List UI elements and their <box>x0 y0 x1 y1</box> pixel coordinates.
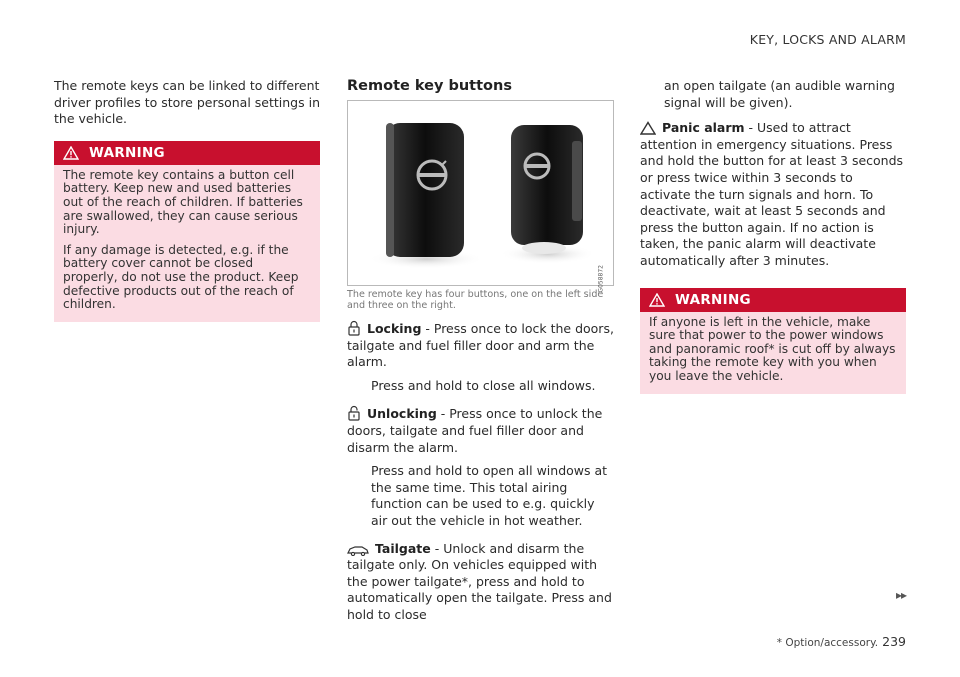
panic-item <box>640 120 906 269</box>
intro-text: The remote keys can be linked to different driver profiles to store personal settings in the vehicle. <box>54 78 320 127</box>
warning-icon <box>63 146 79 160</box>
unlocking-term: Unlocking <box>367 406 437 422</box>
page-number: 239 <box>882 634 906 649</box>
unlock-icon <box>347 405 361 421</box>
column-middle <box>347 78 614 628</box>
car-tailgate-icon <box>347 544 369 556</box>
page-footer <box>777 634 906 649</box>
locking-term: Locking <box>367 321 422 336</box>
tailgate-continued: an open tailgate (an audible warning signal will be given). <box>664 78 895 110</box>
section-title: KEY, LOCKS AND ALARM <box>749 32 906 47</box>
warning-box <box>640 288 906 394</box>
warning-header <box>640 288 906 312</box>
figure-code: G058872 <box>598 265 605 293</box>
warning-header <box>54 141 320 165</box>
warning-text: If any damage is detected, e.g. if the battery cover cannot be closed properly, do not use the product. Keep defective products out of the reach of children. <box>63 242 299 312</box>
column-right <box>640 78 906 394</box>
remote-key-figure <box>347 100 614 293</box>
panic-text: - Used to attract attention in emergency situations. Press and hold the button for at least 3 seconds or press twice within 3 seconds to activate the turn signals and horn. To deactivate, wait at least 5 seconds and press the button again. If no action is taken, the panic alarm will deactivate automatically after 3 minutes. <box>640 120 904 268</box>
unlocking-text: - Press once to unlock the doors, tailgate and fuel filler door and disarm the alarm. <box>347 406 603 455</box>
locking-sub: Press and hold to close all windows. <box>371 377 596 393</box>
column-left <box>54 78 320 322</box>
footnote: * Option/accessory. <box>776 637 879 649</box>
warning-title: WARNING <box>89 144 165 161</box>
tailgate-text: - Unlock and disarm the tailgate only. On vehicles equipped with the power tailgate*, press and hold to automatically open the tailgate. Press and hold to close <box>347 540 612 622</box>
warning-title: WARNING <box>675 291 751 308</box>
unlocking-sub: Press and hold to open all windows at the same time. This total airing function can be used to e.g. quickly air out the vehicle in hot weather. <box>371 463 608 528</box>
section-heading: Remote key buttons <box>347 78 512 94</box>
panic-term: Panic alarm <box>662 120 745 136</box>
figure-caption: The remote key has four buttons, one on the left side and three on the right. <box>347 289 604 311</box>
locking-item <box>347 320 614 394</box>
locking-text: - Press once to lock the doors, tailgate and fuel filler door and arm the alarm. <box>347 321 614 370</box>
remote-key-illustration <box>348 101 613 285</box>
unlocking-item <box>347 405 614 529</box>
panic-triangle-icon <box>640 121 656 135</box>
next-page-icon[interactable]: ▸▸ <box>895 588 906 602</box>
tailgate-item <box>347 541 614 624</box>
warning-text: If anyone is left in the vehicle, make sure that power to the power windows and panoramic roof* is cut off by always taking the remote key with you when you leave the vehicle. <box>649 314 896 383</box>
tailgate-term: Tailgate <box>375 540 431 556</box>
warning-text: The remote key contains a button cell battery. Keep new and used batteries out of the reach of children. If batteries are swallowed, they can cause serious injury. <box>63 167 303 237</box>
warning-icon <box>649 293 665 307</box>
lock-icon <box>347 320 361 336</box>
warning-box <box>54 141 320 322</box>
